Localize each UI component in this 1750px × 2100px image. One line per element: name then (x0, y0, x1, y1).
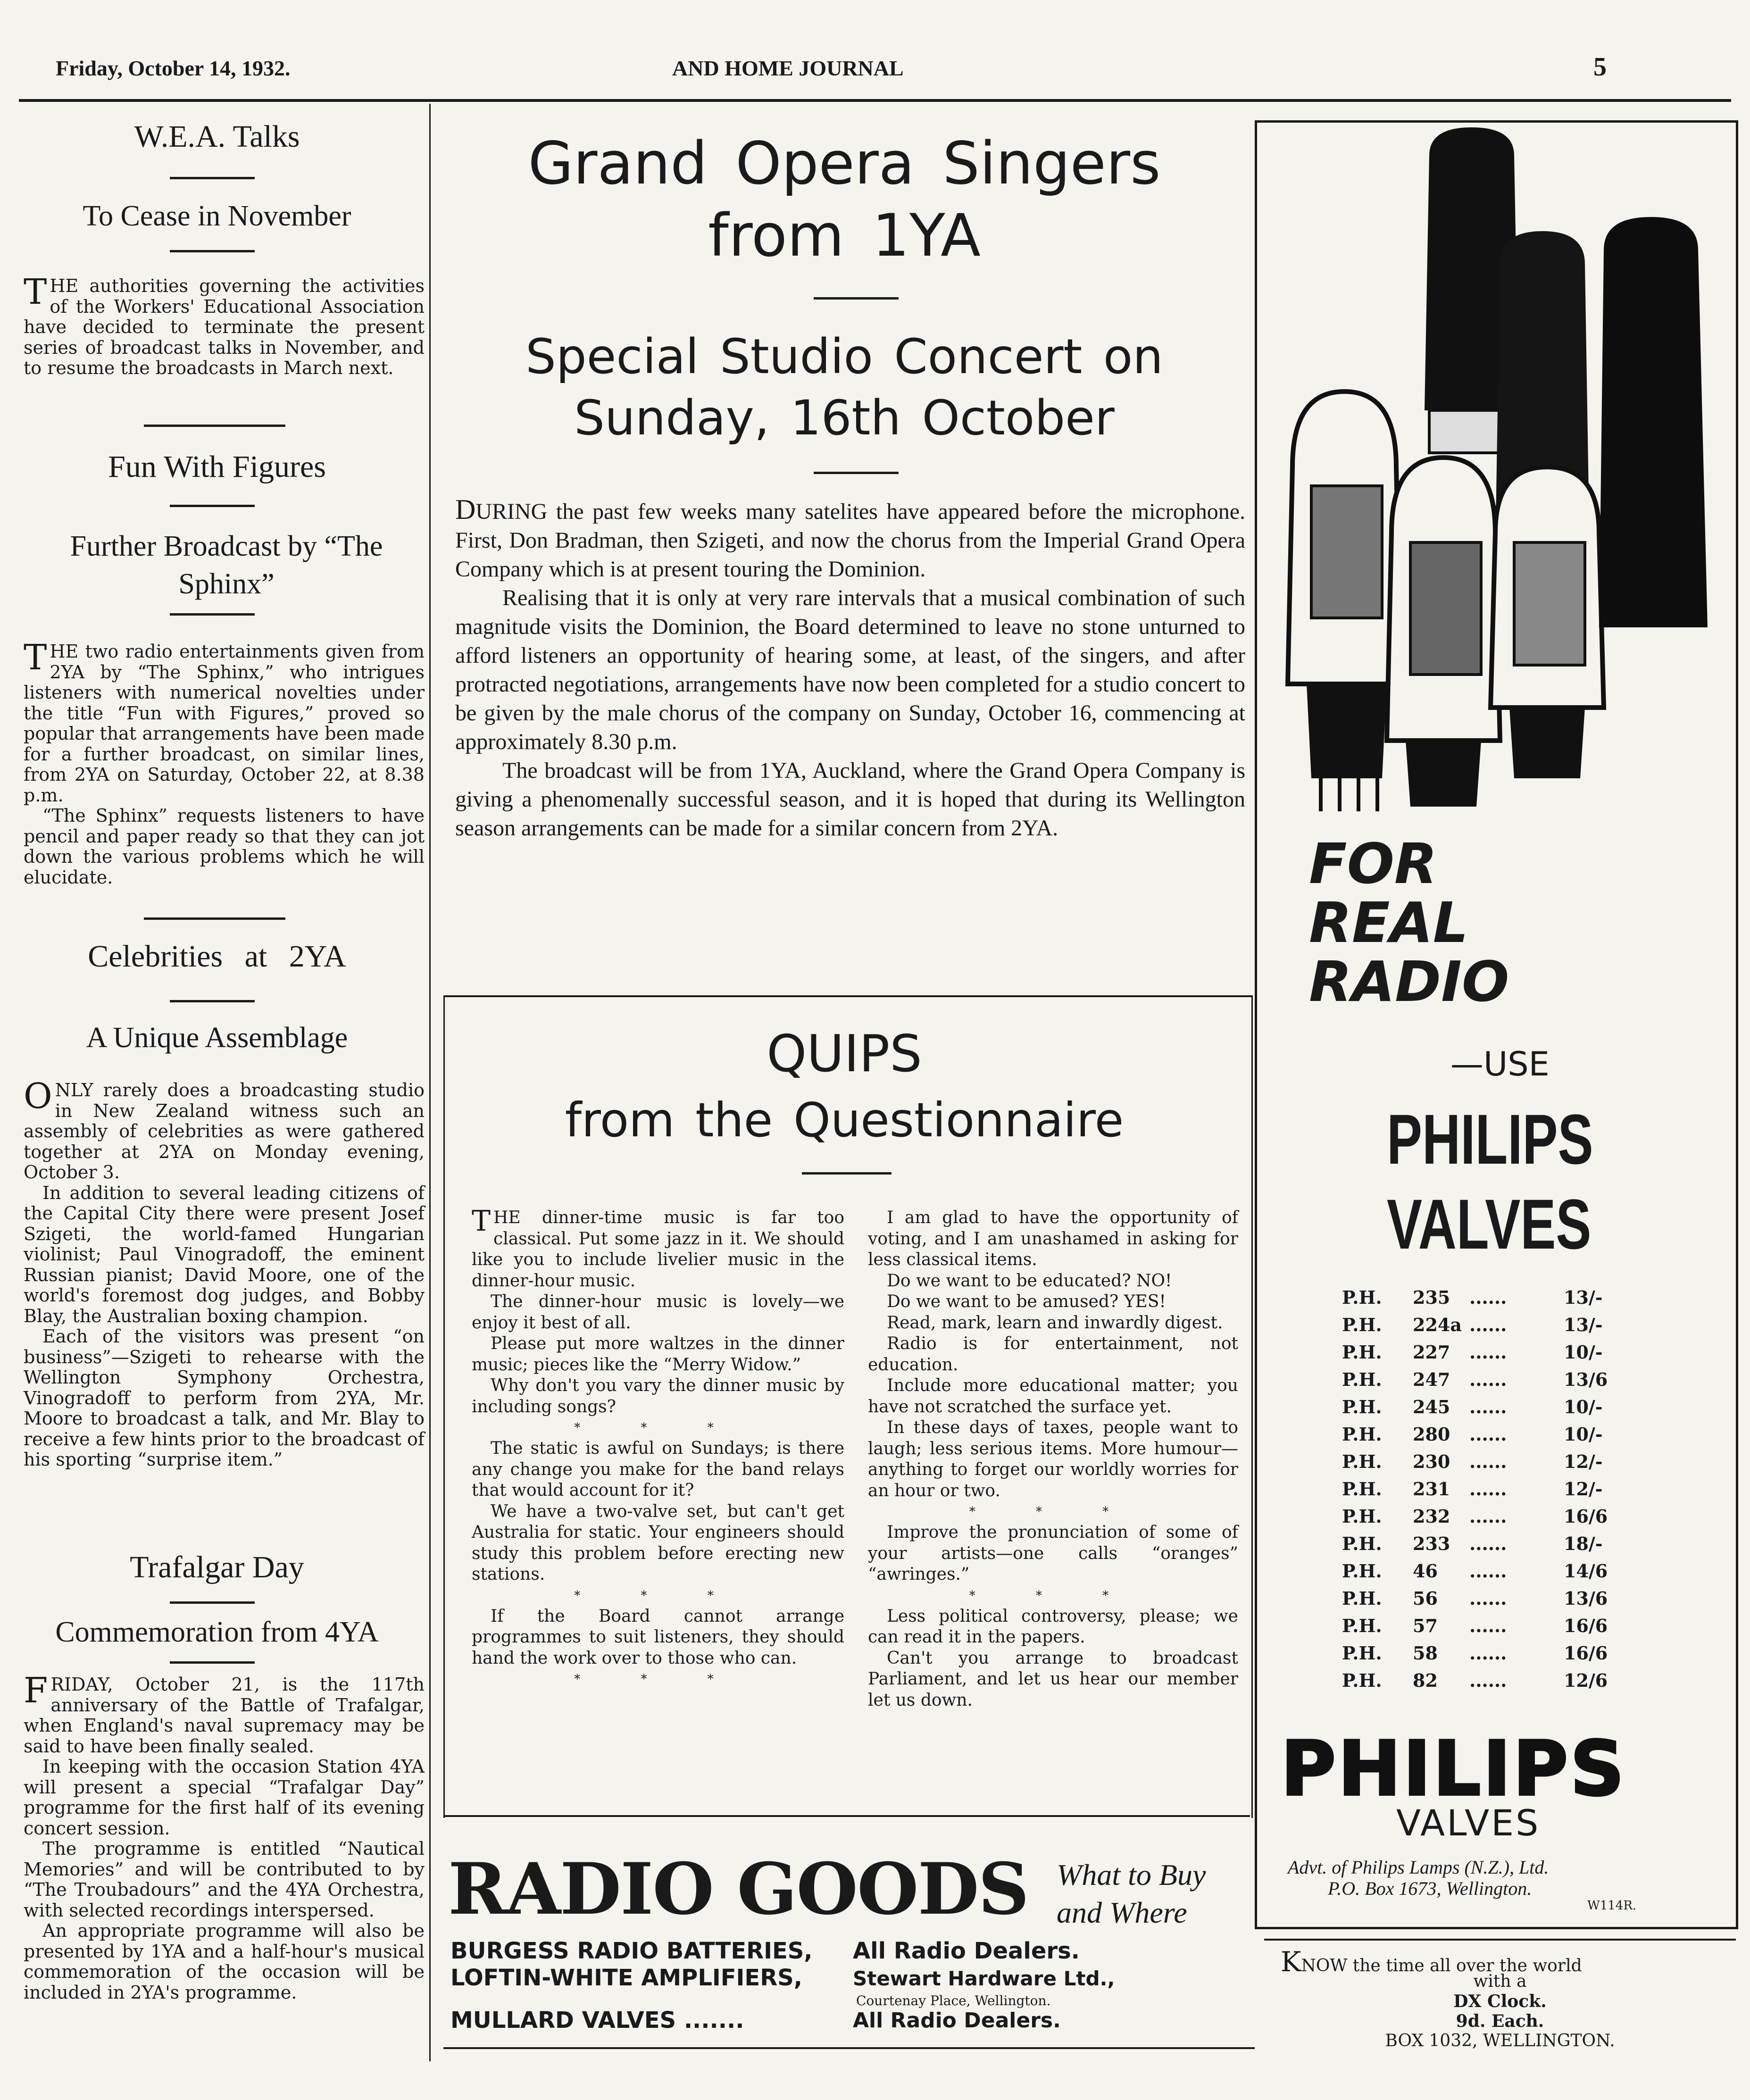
price-number: 58 (1413, 1642, 1438, 1664)
price-model: P.H. (1342, 1533, 1382, 1554)
radio-goods-tag-2: and Where (1057, 1896, 1187, 1929)
fun-body (24, 637, 425, 888)
opera-title-rule (814, 297, 899, 300)
wea-subtitle: To Cease in November (83, 200, 351, 232)
celebrities-text-3: Each of the visitors was present “on business”—Szigeti to rehearse with the Wellington Symphony Orchestra, Vinogradoff to perform from 2YA, Mr. Moore to broadcast a talk, and Mr. Blay to receive a few hints prior to the broadcast of his sporting “surprise item.” (24, 1326, 425, 1470)
price-number: 56 (1413, 1588, 1438, 1609)
trafalgar-body (24, 1670, 425, 2003)
philips-brand: PHILIPS (1387, 1100, 1593, 1179)
radio-goods-row2-product: LOFTIN-WHITE AMPLIFIERS, (450, 1965, 802, 1991)
quips-right-stars-1: * * * (969, 1505, 1137, 1519)
price-value: 10/- (1564, 1424, 1603, 1445)
price-leader: ...... (1469, 1533, 1507, 1554)
trafalgar-subtitle: Commemoration from 4YA (55, 1616, 379, 1648)
price-value: 12/6 (1564, 1670, 1608, 1691)
philips-for: FOR (1309, 831, 1437, 896)
fun-title: Fun With Figures (108, 450, 326, 484)
wea-body (24, 272, 425, 379)
price-model: P.H. (1342, 1342, 1382, 1363)
price-number: 235 (1413, 1287, 1450, 1308)
quips-bottom-rule (443, 1815, 1250, 1817)
price-number: 247 (1413, 1369, 1450, 1390)
price-value: 16/6 (1564, 1642, 1608, 1664)
dx-clock-line4: 9d. Each. (1456, 2011, 1544, 2031)
price-value: 13/- (1564, 1314, 1603, 1335)
price-row (1342, 1506, 1700, 1533)
quips-left-p4: Why don't you vary the dinner music by including songs? (472, 1376, 844, 1417)
celebrities-text-2: In addition to several leading citizens of the Capital City there were present Josef Szigeti, the world-famed Hungarian violinist; Paul Vinogradoff, the eminent Russian pianist; David Moore, one of the world's foremost dog judges, and Bobby Blay, the Australian boxing champion. (24, 1182, 425, 1326)
quips-right-column (868, 1208, 1238, 1711)
price-number: 231 (1413, 1478, 1450, 1500)
radio-goods-row3-dealer: All Radio Dealers. (853, 2008, 1061, 2033)
price-model: P.H. (1342, 1314, 1382, 1335)
quips-right-p10: Can't you arrange to broadcast Parliament, and let us hear our member let us down. (868, 1648, 1238, 1710)
quips-right-p6: Include more educational matter; you have not scratched the surface yet. (868, 1376, 1238, 1417)
price-row (1342, 1533, 1700, 1560)
price-number: 280 (1413, 1424, 1450, 1445)
quips-right-p3: Do we want to be amused? YES! (887, 1292, 1166, 1311)
price-leader: ...... (1469, 1314, 1507, 1335)
price-leader: ...... (1469, 1369, 1507, 1390)
wea-title: W.E.A. Talks (134, 119, 300, 154)
quips-left-p3: Please put more waltzes in the dinner music; pieces like the “Merry Widow.” (472, 1334, 844, 1375)
price-model: P.H. (1342, 1642, 1382, 1664)
opera-title-line2: from 1YA (708, 202, 981, 270)
wea-end-rule (144, 425, 285, 427)
price-value: 12/- (1564, 1478, 1603, 1500)
opera-para-3: The broadcast will be from 1YA, Auckland, where the Grand Opera Company is giving a phenomenally successful season, and it is hoped that during its Wellington season arrangements can be made for a similar concern from 2YA. (455, 758, 1245, 841)
price-value: 10/- (1564, 1396, 1603, 1417)
price-value: 13/6 (1564, 1588, 1608, 1609)
price-value: 18/- (1564, 1533, 1603, 1554)
fun-text-2: “The Sphinx” requests listeners to have pencil and paper ready so that they can jot down the various problems which he will elucidate. (24, 805, 425, 888)
radio-goods-row1-product: BURGESS RADIO BATTERIES, (450, 1938, 813, 1964)
philips-radio: RADIO (1309, 949, 1509, 1014)
dx-clock-line2: with a (1473, 1972, 1527, 1991)
celebrities-text-1: NLY rarely does a broadcasting studio in New Zealand witness such an assembly of celebrities as were gathered together at 2YA on Monday evening, October 3. (24, 1080, 425, 1183)
price-row (1342, 1478, 1700, 1506)
quips-right-stars-2: * * * (969, 1588, 1137, 1603)
philips-advt-line2: P.O. Box 1673, Wellington. (1328, 1878, 1532, 1899)
price-leader: ...... (1469, 1451, 1507, 1472)
philips-advt-code: W114R. (1587, 1899, 1637, 1913)
radio-goods-row2-address: Courtenay Place, Wellington. (856, 1993, 1051, 2008)
philips-real: REAL (1309, 890, 1468, 955)
trafalgar-dropcap: F (24, 1670, 48, 1711)
price-number: 82 (1413, 1670, 1438, 1691)
price-model: P.H. (1342, 1424, 1382, 1445)
price-leader: ...... (1469, 1287, 1507, 1308)
quips-left-dropcap: T (472, 1205, 491, 1238)
price-leader: ...... (1469, 1588, 1507, 1609)
price-row (1342, 1615, 1700, 1642)
price-number: 230 (1413, 1451, 1450, 1472)
opera-para-1: URING the past few weeks many satelites have appeared before the microphone. First, Don Bradman, then Szigeti, and now the chorus from the Imperial Grand Opera Company which is at present touring the Dominion. (455, 499, 1245, 582)
price-number: 227 (1413, 1342, 1450, 1363)
header-rule (19, 99, 1731, 102)
quips-left-p1: HE dinner-time music is far too classical. Put some jazz in it. We should like you to include livelier music in the dinner-hour music. (472, 1208, 844, 1291)
price-leader: ...... (1469, 1478, 1507, 1500)
quips-left-p6: We have a two-valve set, but can't get Australia for static. Your engineers should study this problem before erecting new stations. (472, 1501, 844, 1584)
price-row (1342, 1560, 1700, 1588)
opera-subtitle-rule (814, 472, 899, 474)
valve-illustration (1274, 127, 1726, 830)
opera-subtitle-line1: Special Studio Concert on (525, 329, 1163, 385)
quips-left-stars-1: * * * (574, 1421, 742, 1435)
quips-left-stars-3: * * * (574, 1672, 742, 1686)
celebrities-subtitle: A Unique Assemblage (86, 1022, 348, 1054)
price-row (1342, 1424, 1700, 1451)
quips-right-p5: Radio is for entertainment, not education. (868, 1334, 1238, 1375)
price-number: 46 (1413, 1560, 1438, 1582)
fun-text-1: HE two radio entertainments given from 2YA by “The Sphinx,” who intrigues listeners with numerical novelties under the title “Fun with Figures,” proved so popular that arrangements have been made for a further broadcast, on similar lines, from 2YA on Saturday, October 22, at 8.38 p.m. (24, 641, 425, 806)
price-value: 16/6 (1564, 1506, 1608, 1527)
price-leader: ...... (1469, 1560, 1507, 1582)
trafalgar-text-4: An appropriate programme will also be presented by 1YA and a half-hour's musical commemoration of the occasion will be included in 2YA's programme. (24, 1920, 425, 2003)
price-value: 13/- (1564, 1287, 1603, 1308)
dx-clock-top-rule (1264, 1939, 1736, 1941)
quips-right-p1: I am glad to have the opportunity of voting, and I am unashamed in asking for less classical items. (868, 1208, 1238, 1269)
fun-end-rule (144, 917, 285, 920)
price-leader: ...... (1469, 1342, 1507, 1363)
quips-right-p9: Less political controversy, please; we can read it in the papers. (868, 1606, 1238, 1647)
valve-dark-right (1599, 250, 1708, 627)
price-leader: ...... (1469, 1396, 1507, 1417)
celebrities-body (24, 1076, 425, 1470)
fun-dropcap: T (24, 637, 47, 678)
wea-subtitle-rule (170, 250, 255, 252)
opera-body (455, 495, 1245, 842)
price-leader: ...... (1469, 1642, 1507, 1664)
fun-subtitle-rule (170, 613, 255, 616)
header-date: Friday, October 14, 1932. (56, 56, 291, 80)
opera-dropcap: D (455, 494, 476, 525)
quips-right-p4: Read, mark, learn and inwardly digest. (887, 1313, 1223, 1333)
price-row (1342, 1588, 1700, 1615)
trafalgar-title-rule (170, 1601, 255, 1604)
quips-left-p7: If the Board cannot arrange programmes to suit listeners, they should hand the work over to those who can. (472, 1606, 844, 1668)
radio-goods-row1-dealer: All Radio Dealers. (853, 1938, 1080, 1964)
dx-clock-text-1: NOW the time all over the world (1301, 1956, 1582, 1975)
trafalgar-title: Trafalgar Day (130, 1550, 304, 1584)
price-leader: ...... (1469, 1670, 1507, 1691)
philips-advt-line1: Advt. of Philips Lamps (N.Z.), Ltd. (1288, 1857, 1549, 1878)
price-leader: ...... (1469, 1424, 1507, 1445)
quips-right-p2: Do we want to be educated? NO! (887, 1271, 1172, 1291)
price-value: 10/- (1564, 1342, 1603, 1363)
price-model: P.H. (1342, 1451, 1382, 1472)
price-model: P.H. (1342, 1287, 1382, 1308)
price-model: P.H. (1342, 1478, 1382, 1500)
price-row (1342, 1451, 1700, 1478)
price-row (1342, 1342, 1700, 1369)
price-number: 245 (1413, 1396, 1450, 1417)
price-leader: ...... (1469, 1615, 1507, 1636)
price-model: P.H. (1342, 1506, 1382, 1527)
dx-clock-line5: BOX 1032, WELLINGTON. (1385, 2031, 1615, 2050)
left-column-divider (429, 104, 431, 2061)
quips-right-p8: Improve the pronunciation of some of your artists—one calls “oranges” “awringes.” (868, 1523, 1238, 1584)
price-row (1342, 1642, 1700, 1670)
celebrities-dropcap: O (24, 1076, 52, 1117)
quips-left-stars-2: * * * (574, 1588, 742, 1603)
opera-title-line1: Grand Opera Singers (528, 130, 1161, 198)
dx-clock-dropcap: K (1281, 1946, 1301, 1978)
radio-goods-row3-product: MULLARD VALVES ....... (450, 2007, 744, 2033)
price-leader: ...... (1469, 1506, 1507, 1527)
opera-subtitle-line2: Sunday, 16th October (574, 390, 1115, 446)
wea-dropcap: T (24, 272, 47, 312)
price-model: P.H. (1342, 1588, 1382, 1609)
philips-price-list (1342, 1287, 1700, 1697)
price-value: 12/- (1564, 1451, 1603, 1472)
price-model: P.H. (1342, 1560, 1382, 1582)
radio-goods-bottom-rule (443, 2047, 1255, 2049)
price-value: 14/6 (1564, 1560, 1608, 1582)
celebrities-title-rule (170, 1000, 255, 1002)
price-row (1342, 1670, 1700, 1697)
quips-title-rule (802, 1172, 892, 1175)
philips-logo: PHILIPS (1281, 1725, 1626, 1813)
radio-goods-title: RADIO GOODS (448, 1848, 1029, 1931)
price-number: 233 (1413, 1533, 1450, 1554)
price-model: P.H. (1342, 1369, 1382, 1390)
price-value: 13/6 (1564, 1369, 1608, 1390)
price-model: P.H. (1342, 1670, 1382, 1691)
price-number: 224a (1413, 1314, 1462, 1335)
fun-subtitle: Further Broadcast by “The Sphinx” (70, 530, 383, 600)
dx-clock-line3: DX Clock. (1453, 1992, 1547, 2011)
quips-subtitle: from the Questionnaire (565, 1092, 1124, 1148)
trafalgar-text-2: In keeping with the occasion Station 4YA will present a special “Trafalgar Day” programme for the first half of its evening concert session. (24, 1756, 425, 1839)
header-page-number: 5 (1593, 52, 1607, 82)
price-row (1342, 1314, 1700, 1342)
opera-para-2: Realising that it is only at very rare intervals that a musical combination of such magnitude visits the Dominion, the Board determined to leave no stone unturned to afford listeners an opportunity of hearing some, at least, of the singers, and after protracted negotiations, arrangements have now been completed for a studio concert to be given by the male chorus of the company on Sunday, October 16, commencing at approximately 8.30 p.m. (455, 585, 1245, 754)
quips-title: QUIPS (767, 1025, 922, 1083)
quips-left-column (472, 1205, 844, 1690)
price-number: 57 (1413, 1615, 1438, 1636)
price-row (1342, 1287, 1700, 1314)
trafalgar-text-1: RIDAY, October 21, is the 117th anniversary of the Battle of Trafalgar, when England's naval supremacy may be said to have been finally sealed. (24, 1674, 425, 1757)
quips-right-p7: In these days of taxes, people want to laugh; less serious items. More humour—anything to forget our worldly worries for an hour or two. (868, 1418, 1238, 1500)
radio-goods-row2-dealer: Stewart Hardware Ltd., (853, 1967, 1115, 1990)
philips-logo-valves: VALVES (1396, 1802, 1541, 1844)
price-model: P.H. (1342, 1615, 1382, 1636)
trafalgar-text-3: The programme is entitled “Nautical Memories” and will be contributed to by “The Troubadours” and the 4YA Orchestra, with selected recordings interspersed. (24, 1838, 425, 1921)
fun-title-rule (170, 505, 255, 507)
quips-left-p2: The dinner-hour music is lovely—we enjoy it best of all. (472, 1292, 844, 1333)
price-row (1342, 1396, 1700, 1424)
wea-title-rule (170, 177, 255, 179)
philips-use: —USE (1450, 1045, 1550, 1083)
header-journal: AND HOME JOURNAL (672, 56, 904, 80)
price-model: P.H. (1342, 1396, 1382, 1417)
price-row (1342, 1369, 1700, 1396)
price-value: 16/6 (1564, 1615, 1608, 1636)
price-number: 232 (1413, 1506, 1450, 1527)
trafalgar-subtitle-rule (170, 1661, 255, 1664)
radio-goods-tag-1: What to Buy (1057, 1858, 1206, 1892)
philips-valves: VALVES (1387, 1184, 1592, 1264)
wea-text: HE authorities governing the activities of the Workers' Educational Association have decided to terminate the present series of broadcast talks in November, and to resume the broadcasts in March next. (24, 275, 425, 378)
celebrities-title: Celebrities at 2YA (88, 939, 346, 974)
quips-left-p5: The static is awful on Sundays; is there any change you make for the band relays that would account for it? (472, 1439, 844, 1500)
